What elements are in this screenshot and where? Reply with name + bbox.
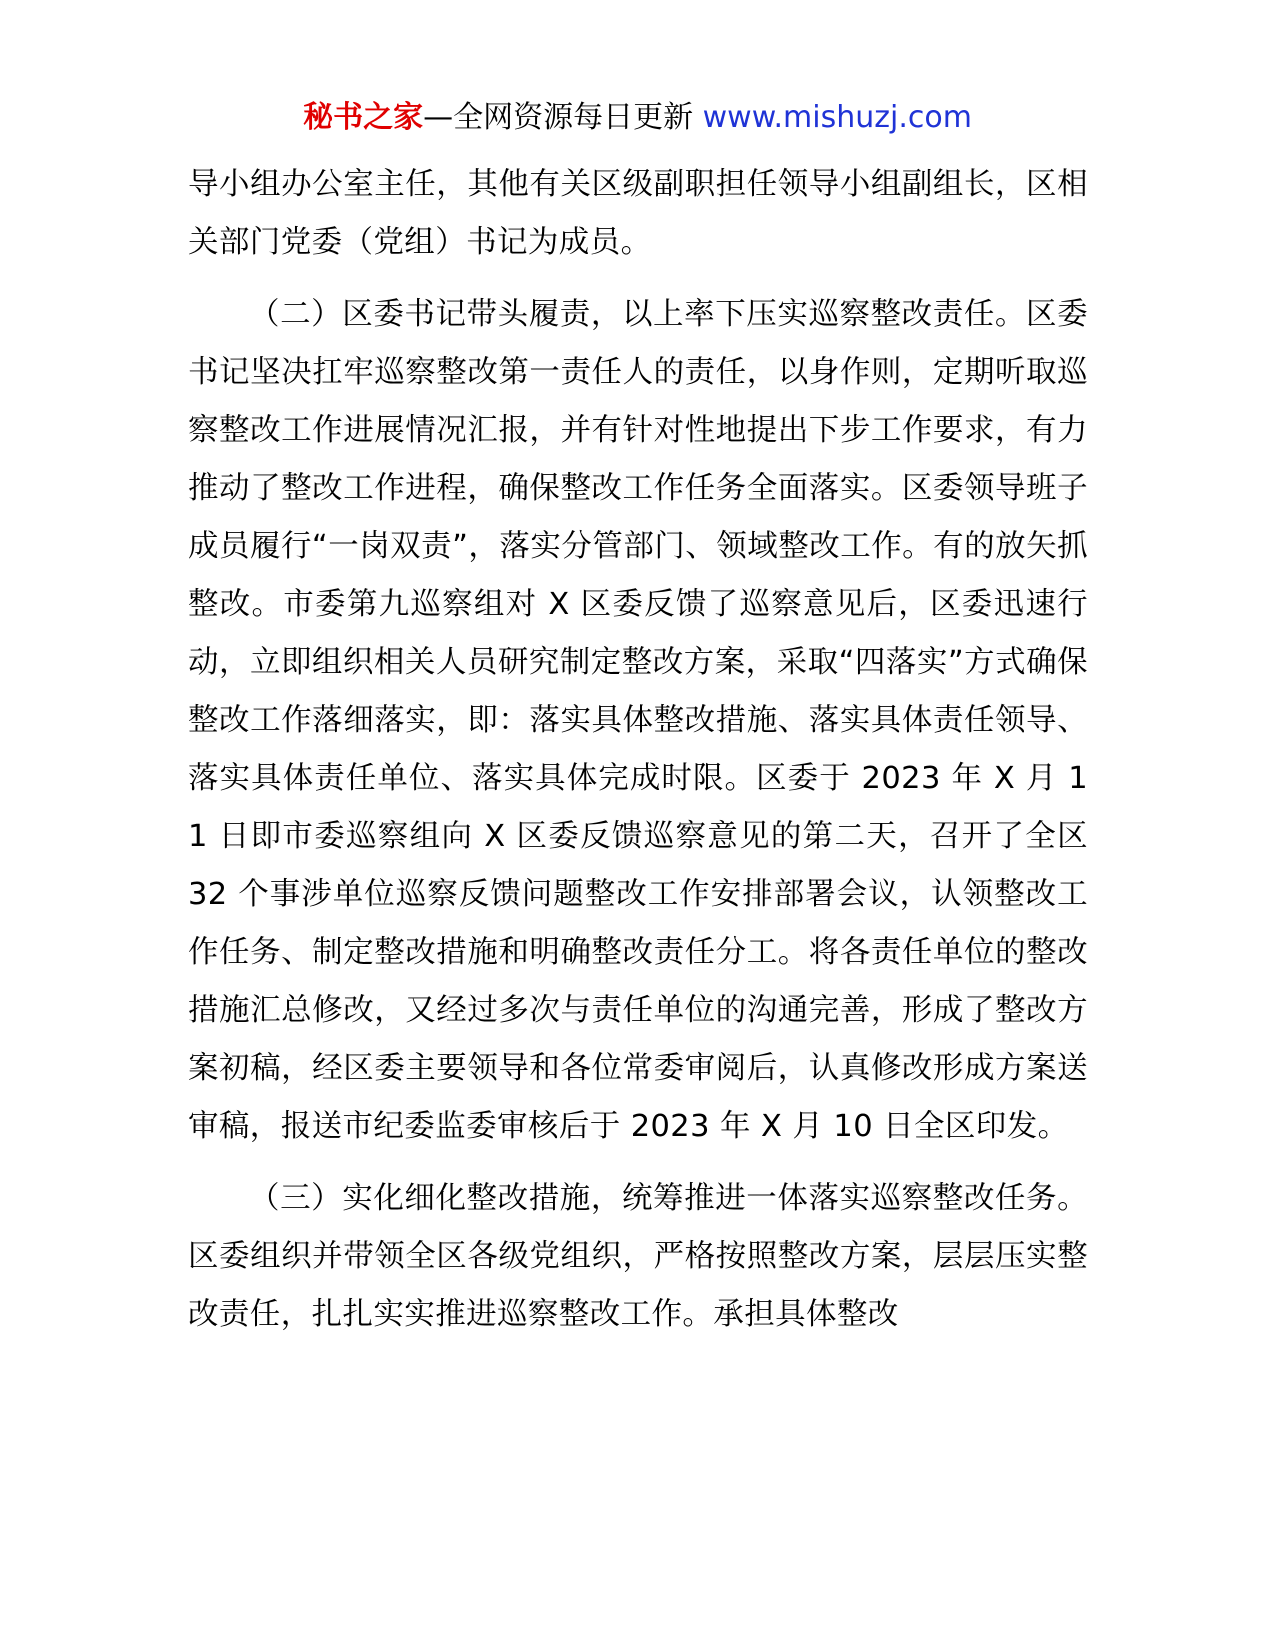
header-tagline: —全网资源每日更新 bbox=[423, 100, 694, 135]
brand-name: 秘书之家 bbox=[303, 100, 424, 135]
paragraph-continuation: 导小组办公室主任，其他有关区级副职担任领导小组副组长，区相关部门党委（党组）书记为成员。 bbox=[188, 167, 1088, 260]
paragraph-section-3: （三）实化细化整改措施，统筹推进一体落实巡察整改任务。区委组织并带领全区各级党组织，严格按照整改方案，层层压实整改责任，扎扎实实推进巡察整改工作。承担具体整改 bbox=[188, 1181, 1088, 1332]
website-link[interactable]: www.mishuzj.com bbox=[702, 100, 972, 135]
document-body bbox=[188, 156, 1088, 1344]
page-header bbox=[0, 98, 1275, 138]
paragraph-section-2: （二）区委书记带头履责，以上率下压实巡察整改责任。区委书记坚决扛牢巡察整改第一责任人的责任，以身作则，定期听取巡察整改工作进展情况汇报，并有针对性地提出下步工作要求，有力推动了整改工作进程，确保整改工作任务全面落实。区委领导班子成员履行“一岗双责”，落实分管部门、领域整改工作。有的放矢抓整改。市委第九巡察组对 X 区委反馈了巡察意见后，区委迅速行动，立即组织相关人员研究制定整改方案，采取“四落实”方式确保整改工作落细落实，即：落实具体整改措施、落实具体责任领导、落实具体责任单位、落实具体完成时限。区委于 2023 年 X 月 11 日即市委巡察组向 X 区委反馈巡察意见的第二天，召开了全区 32 个事涉单位巡察反馈问题整改工作安排部署会议，认领整改工作任务、制定整改措施和明确整改责任分工。将各责任单位的整改措施汇总修改，又经过多次与责任单位的沟通完善，形成了整改方案初稿，经区委主要领导和各位常委审阅后，认真修改形成方案送审稿，报送市纪委监委审核后于 2023 年 X 月 10 日全区印发。 bbox=[188, 297, 1088, 1144]
